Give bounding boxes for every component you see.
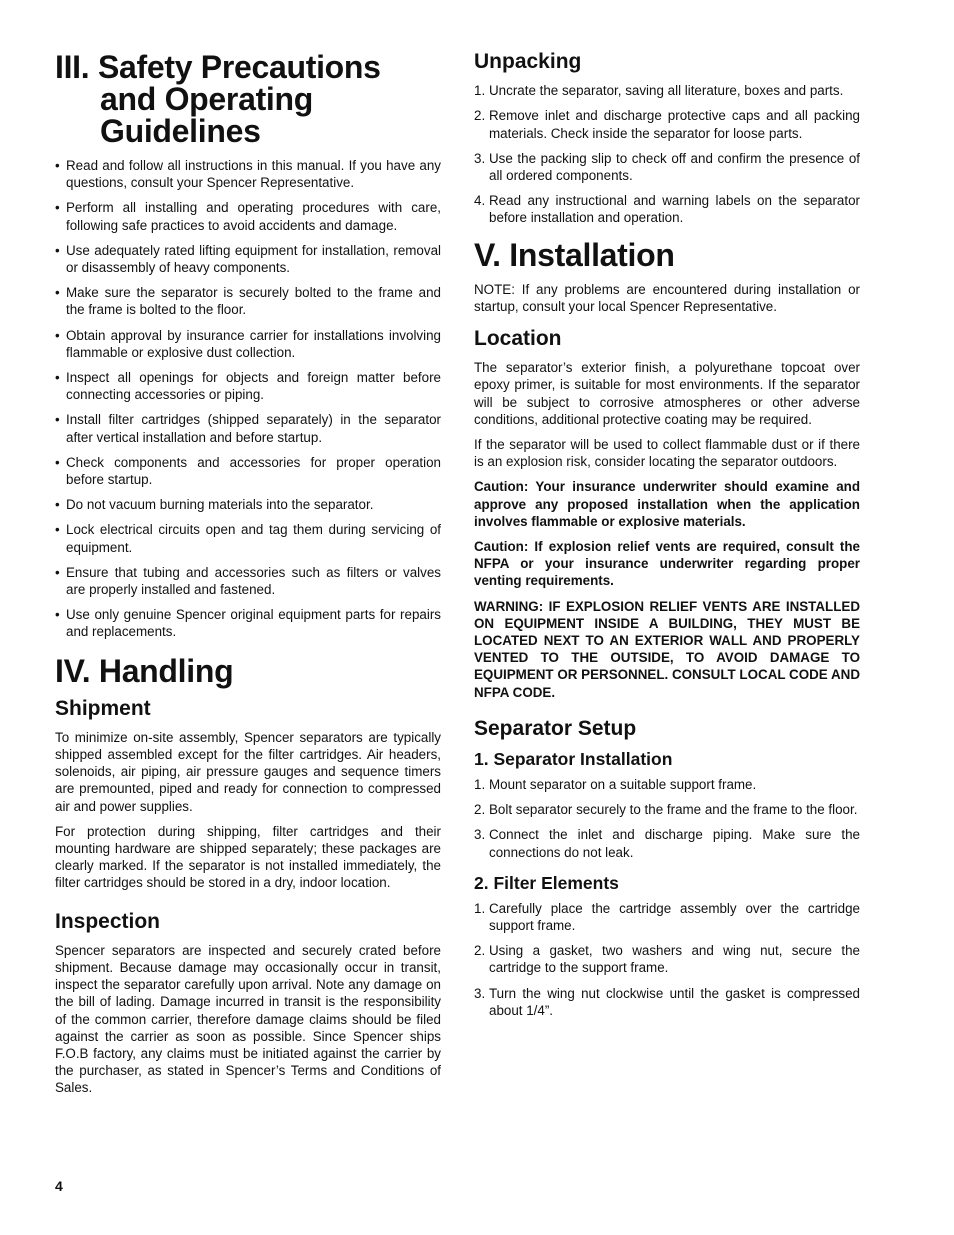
filter-step [474,900,860,934]
shipment-paragraph: For protection during shipping, filter cartridges and their mounting hardware are shipped separately; these packages are clearly marked. If the separator is not installed immediately, the filter cartridges should be stored in a dry, indoor location. [55,823,441,891]
location-paragraph: If the separator will be used to collect flammable dust or if there is an explosion risk, consider locating the separator outdoors. [474,436,860,470]
step-number: 1. [474,83,486,99]
safety-bullet: • Use adequately rated lifting equipment for installation, removal or disassembly of heavy components. [55,242,441,276]
safety-bullet: • Read and follow all instructions in this manual. If you have any questions, consult your Spencer Representative. [55,157,441,191]
unpacking-heading: Unpacking [474,50,582,73]
safety-bullet: • Make sure the separator is securely bolted to the frame and the frame is bolted to the floor. [55,284,441,318]
filter-elements-steps [474,900,860,1019]
safety-bullet: • Obtain approval by insurance carrier for installations involving flammable or explosive dust collection. [55,327,441,361]
separator-installation-steps [474,776,860,861]
unpacking-step [474,82,860,99]
safety-bullet: • Do not vacuum burning materials into the separator. [55,496,441,513]
right-column [474,48,860,1031]
step-number: 3. [474,827,486,843]
filter-step [474,942,860,976]
step-number: 3. [474,150,486,166]
safety-bullet: • Install filter cartridges (shipped separately) in the separator after vertical installation and before startup. [55,411,441,445]
page-number: 4 [55,1178,63,1194]
safety-bullet: • Check components and accessories for proper operation before startup. [55,454,441,488]
warning-explosion-vents: WARNING: IF EXPLOSION RELIEF VENTS ARE INSTALLED ON EQUIPMENT INSIDE A BUILDING, THEY MUST BE LOCATED NEXT TO AN EXTERIOR WALL AND PROPERLY VENTED TO THE OUTSIDE, TO AVOID DAMAGE TO EQUIPMENT OR PERSONNEL. CONSULT LOCAL CODE AND NFPA CODE. [474,598,860,700]
step-text: Using a gasket, two washers and wing nut, secure the cartridge to the support frame. [489,943,860,976]
installation-section-title: V. Installation [474,236,675,273]
location-paragraph: The separator’s exterior finish, a polyurethane topcoat over epoxy primer, is suitable for most environments. If the separator will be subject to corrosive atmospheres or other adverse conditions, additional protective coating may be required. [474,360,860,427]
step-text: Uncrate the separator, saving all literature, boxes and parts. [489,83,844,99]
safety-bullet: • Ensure that tubing and accessories such as filters or valves are properly installed and fastened. [55,564,441,598]
installation-note: NOTE: If any problems are encountered during installation or startup, consult your local Spencer Representative. [474,281,860,314]
shipment-paragraph: To minimize on-site assembly, Spencer separators are typically shipped assembled except for the filter cartridges. Air headers, solenoids, air piping, air pressure gauges and sequence timers are premounted, piped and ready for connection to compressed air and power supplies. [55,729,441,814]
step-text: Bolt separator securely to the frame and the frame to the floor. [489,802,858,818]
unpacking-step [474,107,860,141]
step-number: 2. [474,108,486,124]
step-number: 3. [474,985,486,1001]
step-text: Remove inlet and discharge protective caps and all packing materials. Check inside the separator for loose parts. [489,108,860,141]
step-number: 1. [474,776,486,792]
installation-step [474,776,860,793]
filter-elements-heading: 2. Filter Elements [474,872,619,893]
safety-section-title: III. Safety Precautions and Operating Guidelines [55,49,381,149]
step-number: 2. [474,802,486,818]
unpacking-step [474,150,860,184]
shipment-heading: Shipment [55,696,151,720]
separator-setup-heading: Separator Setup [474,716,637,740]
caution-underwriter: Caution: Your insurance underwriter should examine and approve any proposed installation when the application involves flammable or explosive materials. [474,479,860,529]
safety-bullet: • Inspect all openings for objects and foreign matter before connecting accessories or piping. [55,369,441,403]
step-text: Carefully place the cartridge assembly over the cartridge support frame. [489,900,860,933]
step-number: 2. [474,943,486,959]
safety-bullet: • Lock electrical circuits open and tag them during servicing of equipment. [55,521,441,555]
step-text: Use the packing slip to check off and confirm the presence of all ordered components. [489,150,860,183]
inspection-heading: Inspection [55,909,161,933]
step-number: 4. [474,193,486,209]
installation-step [474,826,860,860]
handling-section-title: IV. Handling [55,652,234,689]
step-text: Turn the wing nut clockwise until the gasket is compressed about 1/4”. [489,985,860,1018]
filter-step [474,985,860,1019]
step-text: Connect the inlet and discharge piping. Make sure the connections do not leak. [489,827,860,860]
unpacking-steps [474,82,860,226]
left-column [55,48,441,1105]
safety-bullet-list [55,157,441,641]
inspection-paragraph: Spencer separators are inspected and securely crated before shipment. Because damage may occasionally occur in transit, inspect the separator carefully upon arrival. Note any damage on the bill of lading. Damage incurred in transit is the responsibility of the common carrier, therefore damage claims should be filed against the carrier as soon as possible. Since Spencer ships F.O.B factory, any claims must be initiated against the carrier by the purchaser, as stated in Spencer’s Terms and Conditions of Sales. [55,942,441,1096]
location-heading: Location [474,326,562,350]
unpacking-step [474,192,860,226]
step-number: 1. [474,900,486,916]
step-text: Read any instructional and warning labels on the separator before installation and operation. [489,193,860,226]
safety-bullet: • Perform all installing and operating procedures with care, following safe practices to avoid accidents and damage. [55,199,441,233]
step-text: Mount separator on a suitable support frame. [489,776,757,792]
caution-relief-vents: Caution: If explosion relief vents are required, consult the NFPA or your insurance underwriter regarding proper venting requirements. [474,538,860,589]
safety-bullet: • Use only genuine Spencer original equipment parts for repairs and replacements. [55,606,441,640]
installation-step [474,801,860,818]
separator-installation-heading: 1. Separator Installation [474,748,673,769]
